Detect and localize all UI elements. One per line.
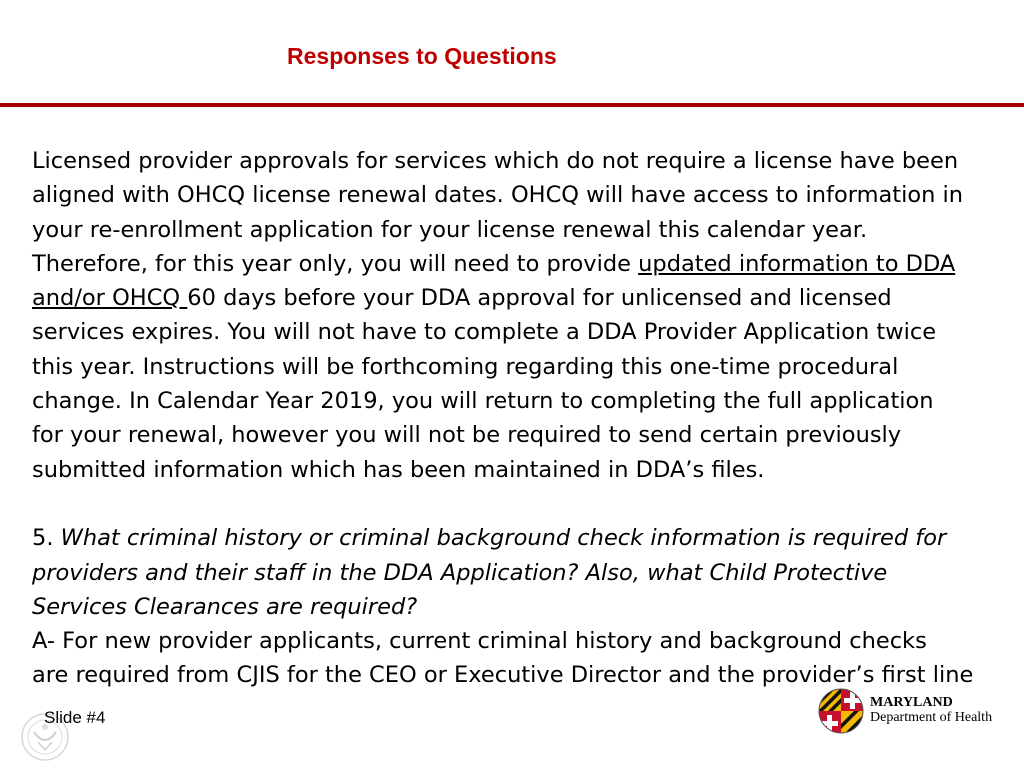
maryland-flag-icon (818, 688, 864, 734)
paragraph-line: aligned with OHCQ license renewal dates. OHCQ will have access to information in (32, 182, 964, 209)
paragraph-line: change. In Calendar Year 2019, you will return to completing the full application (32, 388, 934, 415)
blank-line (32, 487, 1002, 521)
paragraph-line (32, 247, 1002, 281)
question-line: providers and their staff in the DDA Application? Also, what Child Protective (32, 559, 888, 586)
question-text: What criminal history or criminal background check information is required for (60, 525, 947, 552)
paragraph-line: services expires. You will not have to complete a DDA Provider Application twice (32, 319, 937, 346)
answer-line: A- For new provider applicants, current criminal history and background checks (32, 628, 927, 655)
underlined-text: updated information to DDA (638, 250, 956, 277)
question-line: Services Clearances are required? (32, 593, 418, 620)
paragraph-line (32, 281, 1002, 315)
underlined-text: and/or OHCQ (32, 285, 188, 312)
paragraph-line: this year. Instructions will be forthcoming regarding this one-time procedural (32, 353, 899, 380)
paragraph-line: for your renewal, however you will not be required to send certain previously (32, 422, 902, 449)
slide-title: Responses to Questions (287, 43, 557, 69)
paragraph-line: Licensed provider approvals for services which do not require a license have been (32, 148, 959, 174)
title-divider (0, 103, 1024, 107)
paragraph-line: your re-enrollment application for your license renewal this calendar year. (32, 216, 868, 243)
paragraph-text: Therefore, for this year only, you will need to provide (32, 250, 639, 277)
logo-text (870, 695, 992, 725)
maryland-department-of-health-logo (818, 686, 1008, 736)
question-line (32, 521, 1002, 555)
paragraph-text: 60 days before your DDA approval for unlicensed and licensed (187, 285, 892, 312)
paragraph-line: submitted information which has been maintained in DDA’s files. (32, 456, 765, 483)
answer-line: are required from CJIS for the CEO or Executive Director and the provider’s first line (32, 662, 974, 689)
slide-body (32, 144, 1002, 693)
slide-number: Slide #4 (44, 708, 106, 727)
logo-subtitle: Department of Health (870, 710, 993, 725)
question-number: 5. (32, 525, 61, 552)
logo-name: MARYLAND (870, 695, 953, 710)
